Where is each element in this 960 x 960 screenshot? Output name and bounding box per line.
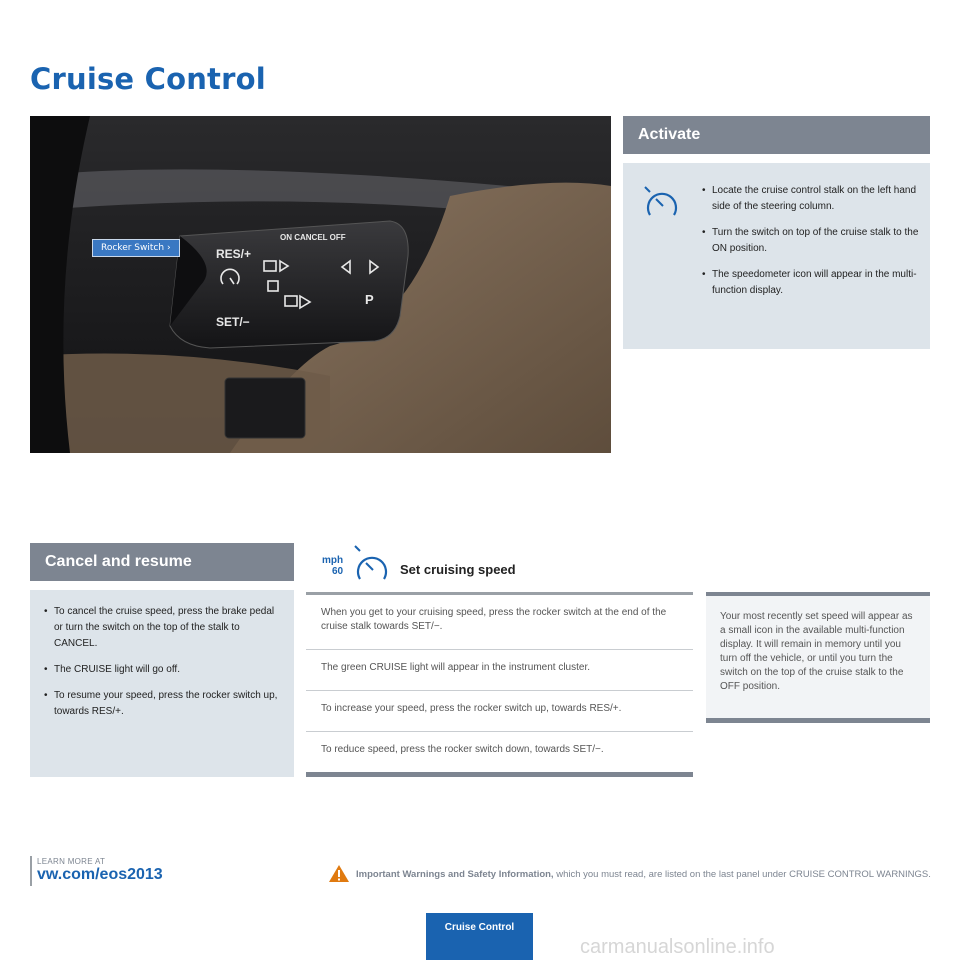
activate-panel bbox=[623, 163, 930, 349]
list-item: • Turn the switch on top of the cruise stalk to the ON position. bbox=[698, 225, 920, 257]
list-item: • To resume your speed, press the rocker switch up, towards RES/+. bbox=[40, 688, 280, 720]
set-speed-heading: Set cruising speed bbox=[400, 562, 516, 577]
cancel-heading: Cancel and resume bbox=[30, 543, 294, 581]
divider bbox=[306, 690, 693, 691]
step-text: The green CRUISE light will appear in the instrument cluster. bbox=[321, 662, 591, 673]
cancel-list bbox=[40, 604, 280, 730]
speedometer-icon bbox=[641, 185, 683, 221]
warning-text: which you must read, are listed on the last panel under CRUISE CONTROL WARNINGS. bbox=[553, 869, 931, 880]
warning-icon bbox=[328, 864, 350, 883]
activate-list bbox=[698, 183, 920, 309]
memory-note bbox=[706, 596, 930, 718]
divider bbox=[306, 649, 693, 650]
activate-heading: Activate bbox=[623, 116, 930, 154]
step-text: When you get to your cruising speed, press the rocker switch at the end of the cruise stalk towards SET/−. bbox=[321, 607, 667, 632]
list-item: • To cancel the cruise speed, press the brake pedal or turn the switch on the top of the stalk to CANCEL. bbox=[40, 604, 280, 652]
divider bbox=[706, 718, 930, 723]
speed-value: 60 bbox=[331, 566, 344, 577]
tab-cruise-control[interactable]: Cruise Control bbox=[426, 913, 533, 960]
warning-title: Important Warnings and Safety Information, bbox=[356, 869, 554, 880]
step-text: To reduce speed, press the rocker switch down, towards SET/−. bbox=[321, 744, 604, 755]
divider bbox=[306, 592, 693, 595]
res-label: RES/+ bbox=[216, 247, 252, 261]
speed-unit: mph bbox=[322, 555, 344, 566]
set-label: SET/− bbox=[216, 315, 250, 329]
speed-readout bbox=[322, 555, 343, 577]
divider bbox=[30, 856, 32, 886]
rocker-switch-callout bbox=[92, 239, 180, 257]
step-text: To increase your speed, press the rocker switch up, towards RES/+. bbox=[321, 703, 622, 714]
callout-label: Rocker Switch bbox=[101, 243, 165, 253]
learn-more-link[interactable]: vw.com/eos2013 bbox=[37, 866, 163, 883]
divider bbox=[306, 731, 693, 732]
note-text: Your most recently set speed will appear as a small icon in the available multi-function display. It will remain in memory until you turn off the vehicle, or until you turn the switch on the top of the cruise stalk to the OFF position. bbox=[720, 611, 913, 692]
cancel-panel bbox=[30, 590, 294, 777]
learn-more-label: LEARN MORE AT bbox=[37, 857, 106, 866]
list-item: • The speedometer icon will appear in the multi-function display. bbox=[698, 267, 920, 299]
list-item: • The CRUISE light will go off. bbox=[40, 662, 280, 678]
divider bbox=[306, 772, 693, 777]
page-title: Cruise Control bbox=[30, 62, 266, 96]
list-item: • Locate the cruise control stalk on the left hand side of the steering column. bbox=[698, 183, 920, 215]
on-cancel-off-label: ON CANCEL OFF bbox=[280, 233, 346, 242]
svg-text:P: P bbox=[365, 292, 374, 307]
safety-warning bbox=[356, 869, 956, 880]
cruise-stalk-photo bbox=[30, 116, 611, 453]
chevron-right-icon: › bbox=[166, 243, 171, 253]
watermark: carmanualsonline.info bbox=[580, 936, 775, 958]
